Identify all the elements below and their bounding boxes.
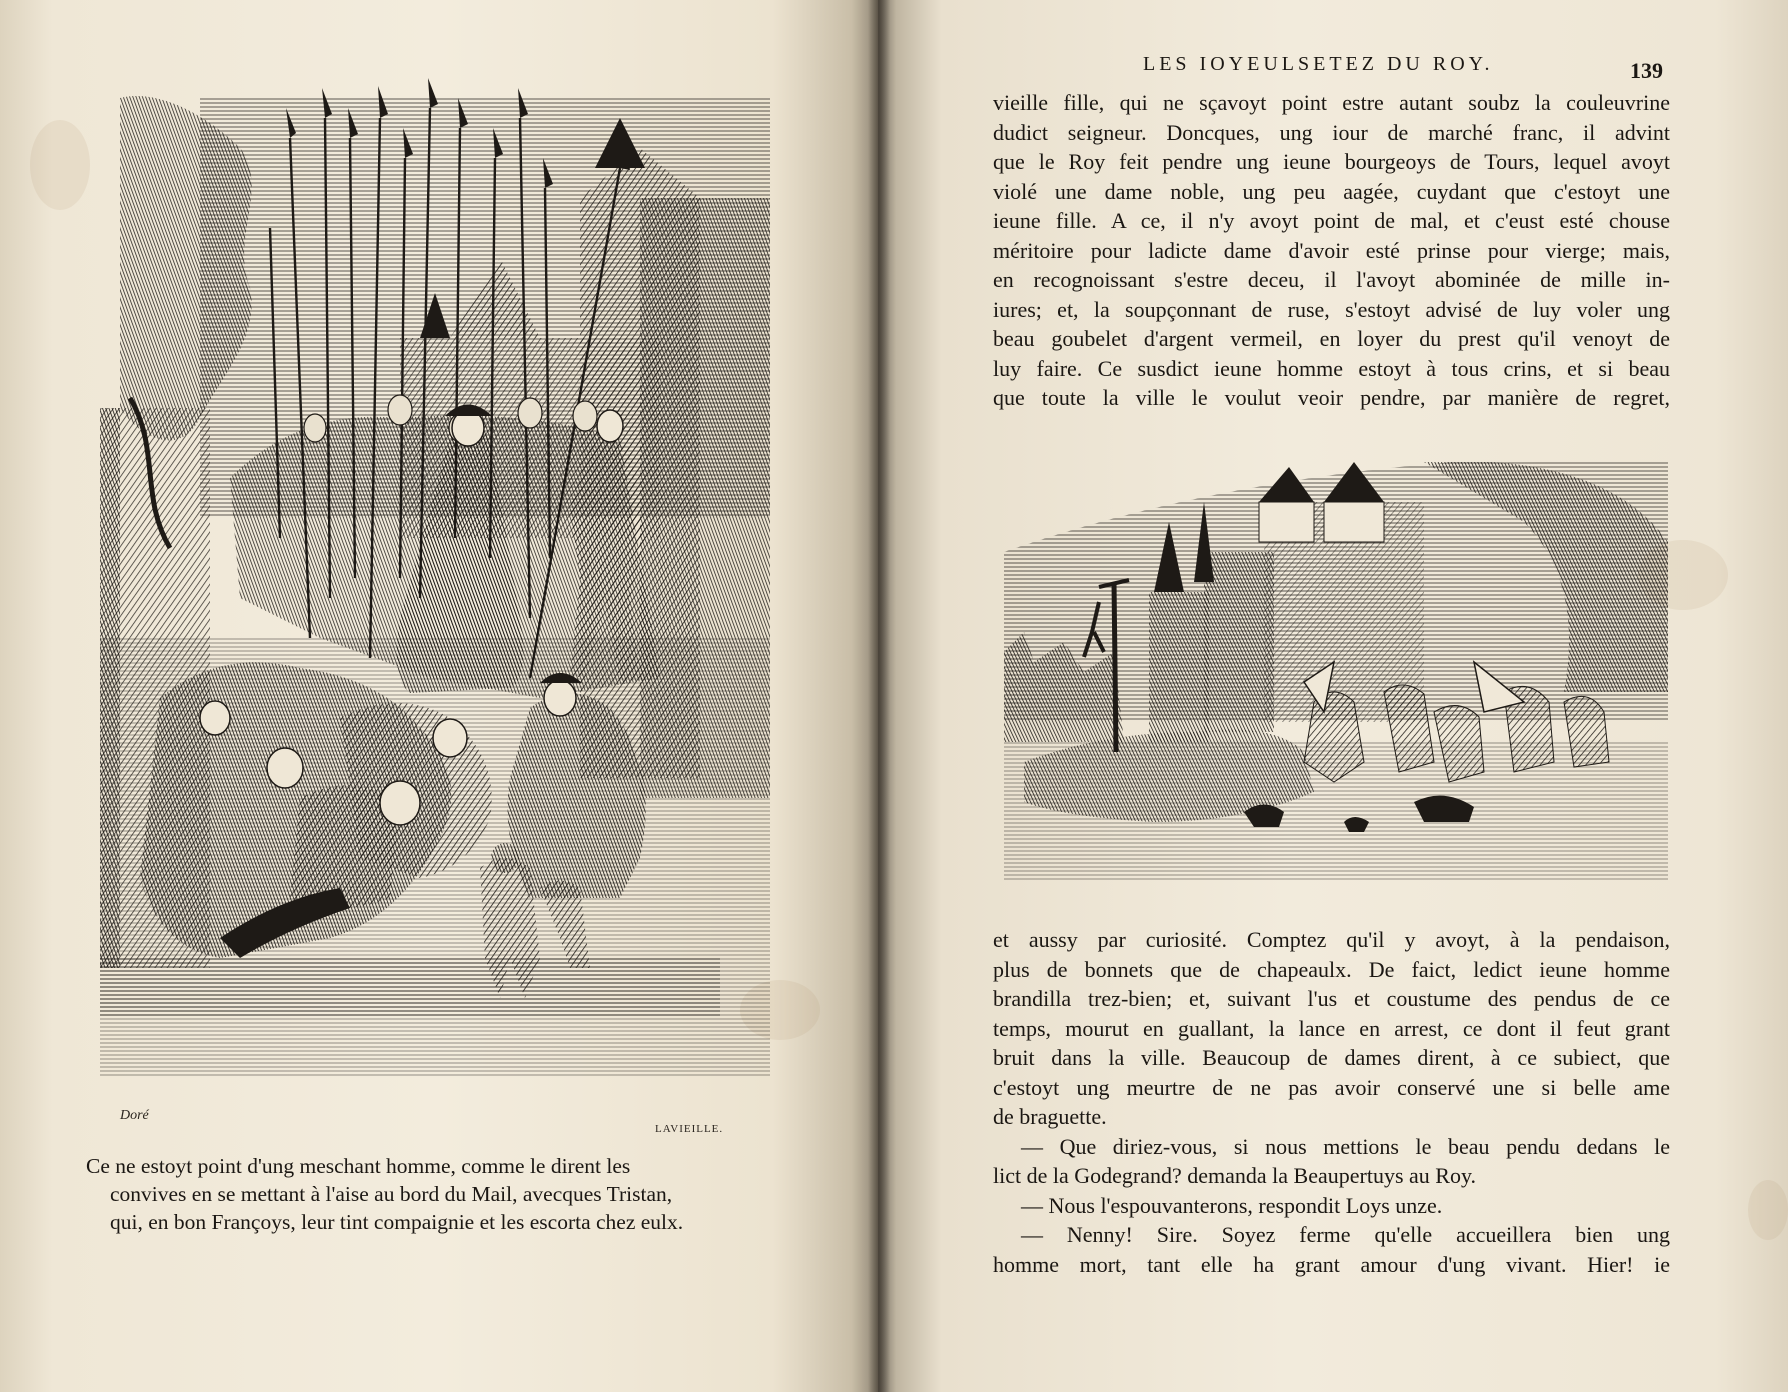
text-line: de braguette. [993,1104,1107,1129]
text-line: bruit dans la ville. Beaucoup de dames dirent, à ce subiect, que [993,1045,1670,1070]
text-line: que toute la ville le voulut veoir pendre, par manière de regret, [993,385,1670,410]
artist-signature: Doré [120,1108,149,1123]
text-line: luy faire. Ce susdict ieune homme estoyt à tous crins, et si beau [993,355,1670,381]
dialogue-line: — Nous l'espouvanterons, respondit Loys unze. [1021,1192,1443,1218]
text-line: beau goubelet d'argent vermeil, en loyer du prest qu'il venoyt de [993,326,1670,351]
dialogue-line: — Que diriez-vous, si nous mettions le beau pendu dedans le [1021,1133,1670,1159]
text-line: ieune fille. A ce, il n'y avoyt point de mal, et c'eust esté chouse [993,208,1670,233]
text-line: c'estoyt ung meurtre de ne pas avoir conservé une si belle ame [993,1074,1670,1100]
paragraph-bottom [993,925,1670,1279]
left-illustration [100,78,770,1138]
text-line: brandilla trez-bien; et, suivant l'us et coustume des pendus de ce [993,986,1670,1011]
paragraph-top [993,88,1670,413]
caption-line: convives en se mettant à l'aise au bord du Mail, avecques Tristan, [110,1182,673,1206]
text-line: et aussy par curiosité. Comptez qu'il y avoyt, à la pendaison, [993,927,1670,952]
book-gutter [868,0,890,1392]
engraver-signature: LAVIEILLE. [655,1123,724,1135]
text-line: plus de bonnets que de chapeaulx. De faict, ledict ieune homme [993,956,1670,982]
text-line: que le Roy feit pendre ung ieune bourgeoys de Tours, lequel avoyt [993,149,1670,174]
text-line: temps, mourut en guallant, la lance en arrest, ce dont il feut grant [993,1015,1670,1041]
dialogue-line: lict de la Godegrand? demanda la Beaupertuys au Roy. [993,1163,1477,1188]
text-line: violé une dame noble, ung peu aagée, cuydant que c'estoyt une [993,178,1670,204]
text-line: dudict seigneur. Doncques, ung iour de marché franc, il advint [993,119,1670,145]
left-page [0,0,878,1392]
illustration-caption [86,1152,726,1236]
dialogue-line: homme mort, tant elle ha grant amour d'ung vivant. Hier! ie [993,1251,1670,1277]
right-illustration [1004,462,1668,882]
text-line: méritoire pour ladicte dame d'avoir esté prinse pour vierge; mais, [993,237,1670,263]
running-head: LES IOYEULSETEZ DU ROY. [1143,53,1494,75]
dialogue-line: — Nenny! Sire. Soyez ferme qu'elle accueillera bien ung [1021,1222,1670,1247]
caption-line: Ce ne estoyt point d'ung meschant homme, comme le dirent les [86,1154,631,1178]
text-line: vieille fille, qui ne sçavoyt point estre autant soubz la couleuvrine [993,90,1670,115]
text-line: iures; et, la soupçonnant de ruse, s'estoyt advisé de luy voler ung [993,296,1670,322]
caption-line: qui, en bon Françoys, leur tint compaignie et les escorta chez eulx. [110,1210,684,1234]
text-line: en recognoissant s'estre deceu, il l'avoyt abominée de mille in- [993,267,1670,292]
page-number: 139 [1630,58,1663,83]
